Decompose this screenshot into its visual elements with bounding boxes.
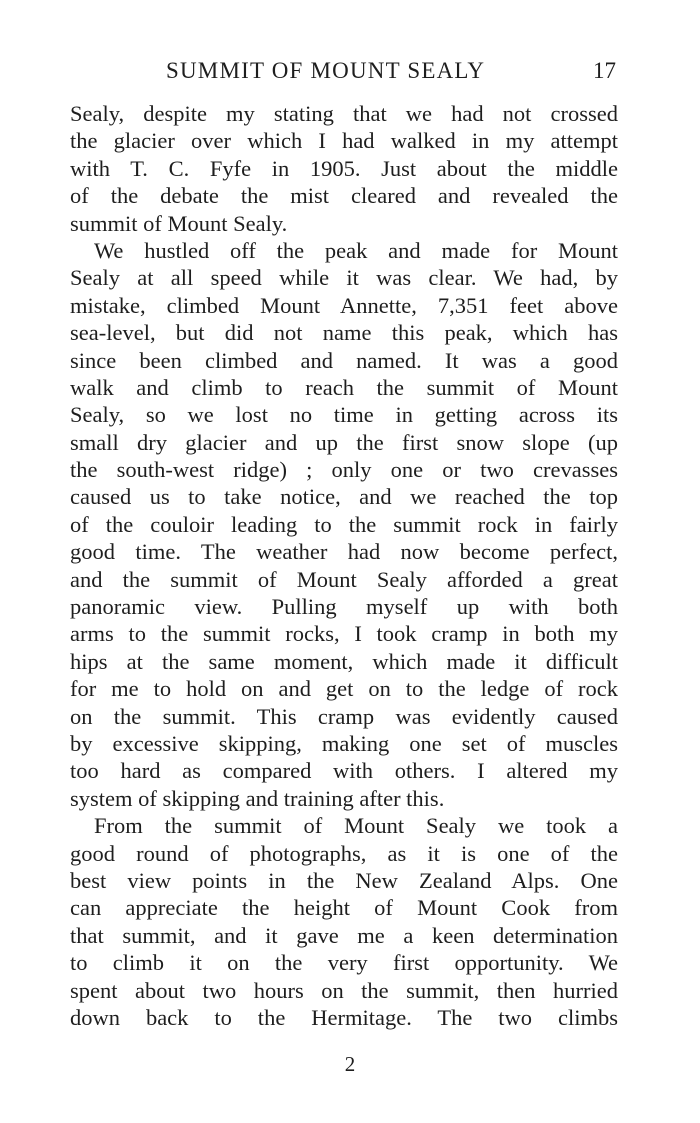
text-line: for me to hold on and get on to the ledge of rock	[70, 676, 618, 702]
text-line: hips at the same moment, which made it difficult	[70, 648, 618, 674]
text-line: the south-west ridge) ; only one or two crevasses	[70, 457, 618, 483]
text-line: that summit, and it gave me a keen determination	[70, 922, 618, 948]
text-line: Sealy, so we lost no time in getting across its	[70, 402, 618, 428]
text-line: Sealy at all speed while it was clear. We had, by	[70, 265, 618, 291]
page-number: 17	[593, 58, 616, 83]
text-line: by excessive skipping, making one set of muscles	[70, 730, 618, 756]
text-line: sea-level, but did not name this peak, which has	[70, 320, 618, 346]
text-line: of the debate the mist cleared and revealed the	[70, 183, 618, 209]
text-line: caused us to take notice, and we reached the top	[70, 484, 618, 510]
text-line: good round of photographs, as it is one of the	[70, 840, 618, 866]
text-line: on the summit. This cramp was evidently caused	[70, 703, 618, 729]
text-line: spent about two hours on the summit, then hurried	[70, 977, 618, 1003]
text-line: Sealy, despite my stating that we had not crossed	[70, 101, 618, 126]
text-line: system of skipping and training after this.	[70, 785, 445, 811]
text-line: and the summit of Mount Sealy afforded a great	[70, 566, 618, 592]
text-line: since been climbed and named. It was a good	[70, 347, 618, 373]
text-line: arms to the summit rocks, I took cramp in both my	[70, 621, 618, 647]
body-text	[70, 100, 618, 1031]
text-line: summit of Mount Sealy.	[70, 210, 288, 236]
text-line: too hard as compared with others. I altered my	[70, 758, 618, 784]
text-line: panoramic view. Pulling myself up with both	[70, 594, 618, 620]
text-line: good time. The weather had now become perfect,	[70, 539, 618, 565]
text-line: small dry glacier and up the first snow slope (up	[70, 429, 618, 455]
text-line: From the summit of Mount Sealy we took a	[94, 813, 618, 839]
running-title: SUMMIT OF MOUNT SEALY	[166, 58, 486, 83]
text-line: of the couloir leading to the summit rock in fairly	[70, 511, 618, 537]
text-line: mistake, climbed Mount Annette, 7,351 feet above	[70, 292, 618, 318]
text-line: the glacier over which I had walked in my attempt	[70, 128, 618, 154]
text-line: We hustled off the peak and made for Mount	[94, 237, 618, 263]
text-line: down back to the Hermitage. The two climbs	[70, 1004, 618, 1030]
page-header	[70, 58, 618, 88]
text-line: can appreciate the height of Mount Cook from	[70, 895, 618, 921]
text-line: to climb it on the very first opportunity. We	[70, 950, 618, 976]
text-line: best view points in the New Zealand Alps. One	[70, 867, 618, 893]
text-line: with T. C. Fyfe in 1905. Just about the middle	[70, 155, 618, 181]
text-line: walk and climb to reach the summit of Mount	[70, 374, 618, 400]
signature-mark: 2	[344, 1052, 356, 1076]
